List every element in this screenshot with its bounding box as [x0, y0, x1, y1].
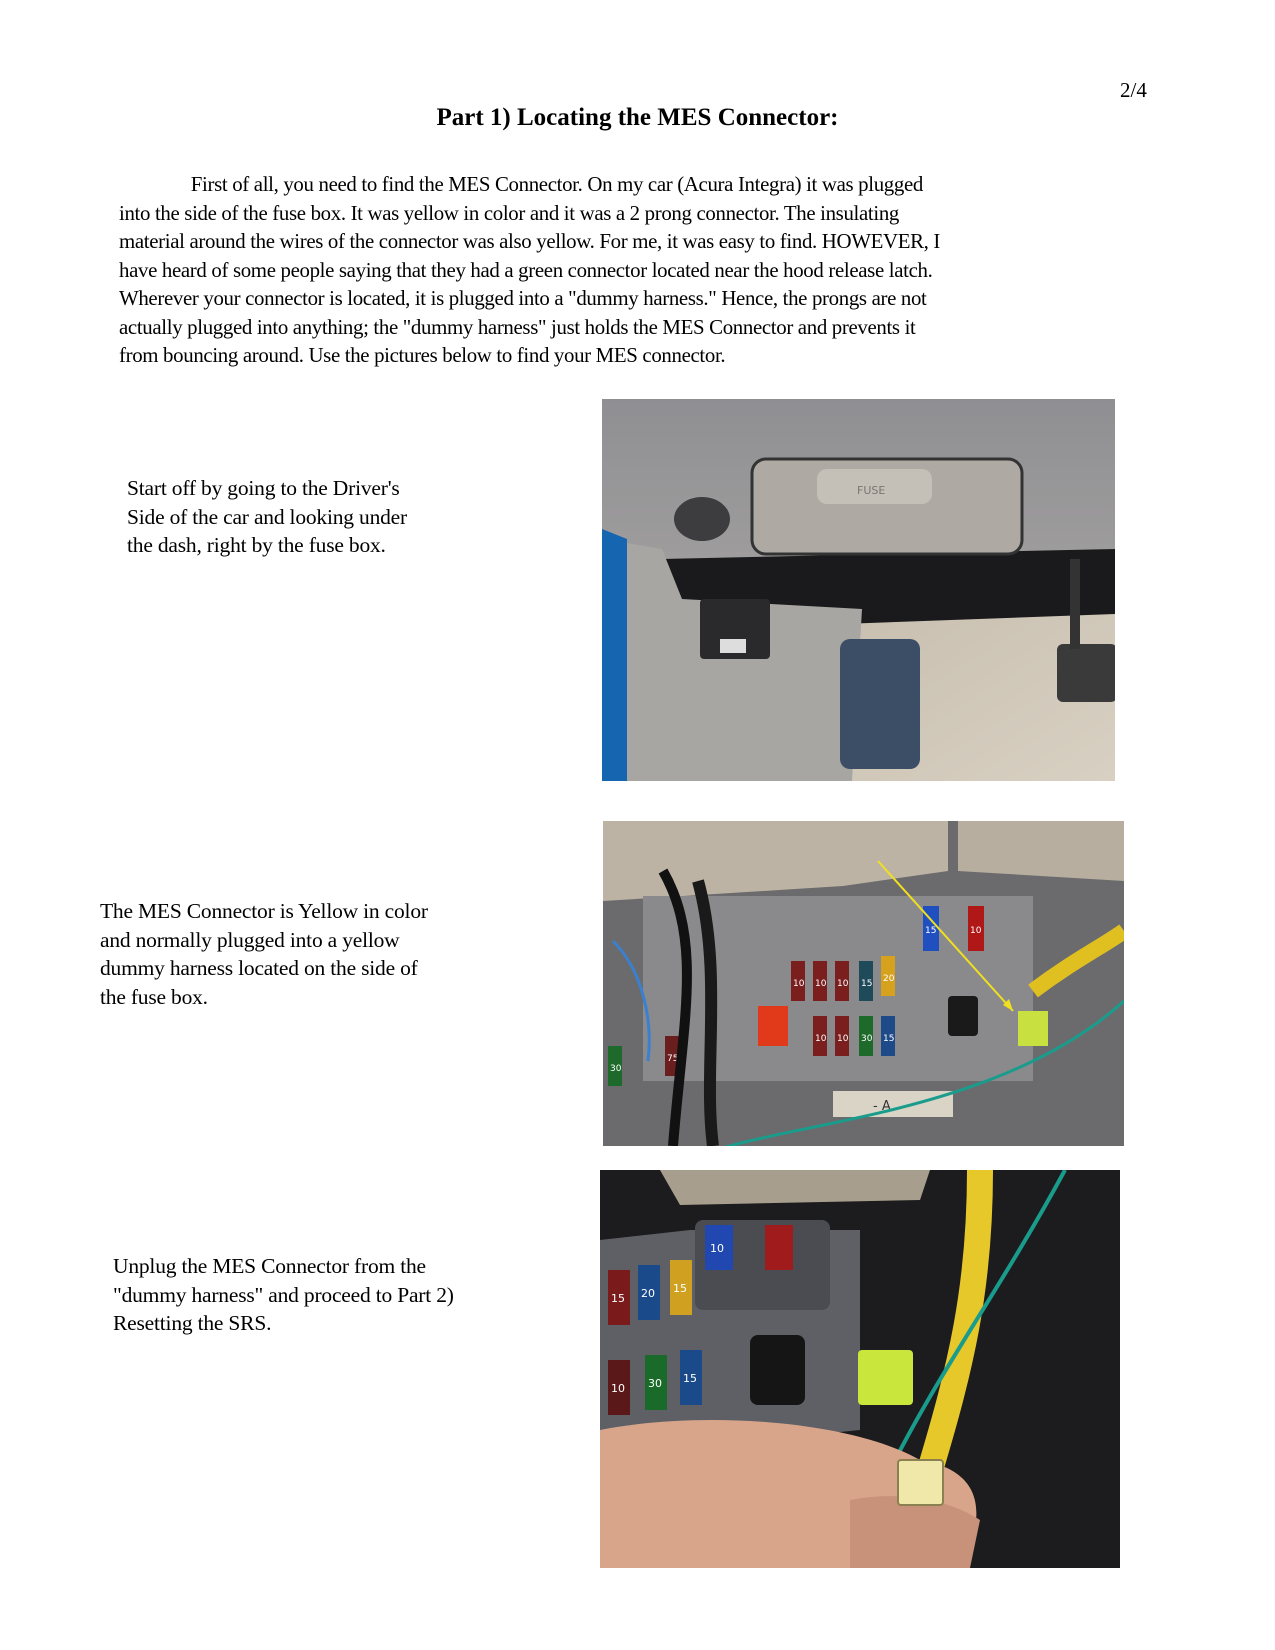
- fuse-label: 30: [861, 1034, 873, 1044]
- section-title: Part 1) Locating the MES Connector:: [436, 104, 839, 131]
- fuse-label: 10: [710, 1242, 724, 1255]
- fuse-label: 10: [837, 1034, 849, 1044]
- fuse-label: 30: [610, 1064, 622, 1074]
- intro-line: First of all, you need to find the MES Connector. On my car (Acura Integra) it was plugged: [190, 172, 923, 196]
- photo-unplug-connector-drawing: [600, 1170, 1120, 1568]
- caption-line: Side of the car and looking under: [127, 504, 407, 529]
- fuse-label: 15: [683, 1372, 697, 1385]
- fuse-label: 15: [925, 926, 937, 936]
- caption-line: Unplug the MES Connector from the: [113, 1254, 426, 1278]
- caption-line: Start off by going to the Driver's: [127, 476, 400, 500]
- fuse-label: 15: [883, 1034, 895, 1044]
- fuse-label: 10: [815, 1034, 827, 1044]
- fuse-label: FUSE: [857, 484, 886, 497]
- fuse-label: 10: [611, 1382, 625, 1395]
- fuse-label: 15: [611, 1292, 625, 1305]
- caption-line: Resetting the SRS.: [113, 1311, 272, 1335]
- fuse-label: 10: [793, 979, 805, 989]
- caption-line: The MES Connector is Yellow in color: [100, 899, 428, 923]
- intro-line: actually plugged into anything; the "dummy harness" just holds the MES Connector and prevents it: [119, 314, 916, 339]
- fuse-label: 20: [641, 1287, 655, 1300]
- step-2-caption: [100, 897, 428, 1011]
- fuse-label: 75: [667, 1054, 679, 1064]
- photo-under-dash: [602, 399, 1115, 781]
- fuse-label: 15: [673, 1282, 687, 1295]
- caption-line: dummy harness located on the side of: [100, 956, 418, 980]
- fuse-label: 20: [883, 974, 895, 984]
- intro-line: material around the wires of the connector was also yellow. For me, it was easy to find. HOWEVER, I: [119, 229, 941, 253]
- intro-line: have heard of some people saying that they had a green connector located near the hood release latch.: [119, 257, 933, 282]
- step-1-caption: [127, 474, 407, 560]
- fuse-label: 10: [815, 979, 827, 989]
- intro-line: Wherever your connector is located, it is plugged into a "dummy harness." Hence, the prongs are not: [119, 286, 927, 310]
- fuse-label: 10: [837, 979, 849, 989]
- step-3-caption: [113, 1252, 454, 1338]
- photo-fuse-box-drawing: [603, 821, 1124, 1146]
- photo-fuse-box: [603, 821, 1124, 1146]
- fuse-label: 10: [970, 926, 982, 936]
- caption-line: and normally plugged into a yellow: [100, 927, 400, 952]
- page-number: 2/4: [1120, 78, 1147, 102]
- photo-under-dash-drawing: [602, 399, 1115, 781]
- fuse-label: 15: [861, 979, 873, 989]
- photo-unplug-connector: [600, 1170, 1120, 1568]
- caption-line: the fuse box.: [100, 984, 208, 1009]
- fuse-box-label: - A: [873, 1099, 891, 1114]
- caption-line: "dummy harness" and proceed to Part 2): [113, 1282, 454, 1307]
- intro-paragraph: [119, 170, 1118, 370]
- intro-line: from bouncing around. Use the pictures below to find your MES connector.: [119, 343, 726, 367]
- caption-line: the dash, right by the fuse box.: [127, 533, 386, 557]
- fuse-label: 30: [648, 1377, 662, 1390]
- intro-line: into the side of the fuse box. It was yellow in color and it was a 2 prong connector. The insulating: [119, 200, 900, 225]
